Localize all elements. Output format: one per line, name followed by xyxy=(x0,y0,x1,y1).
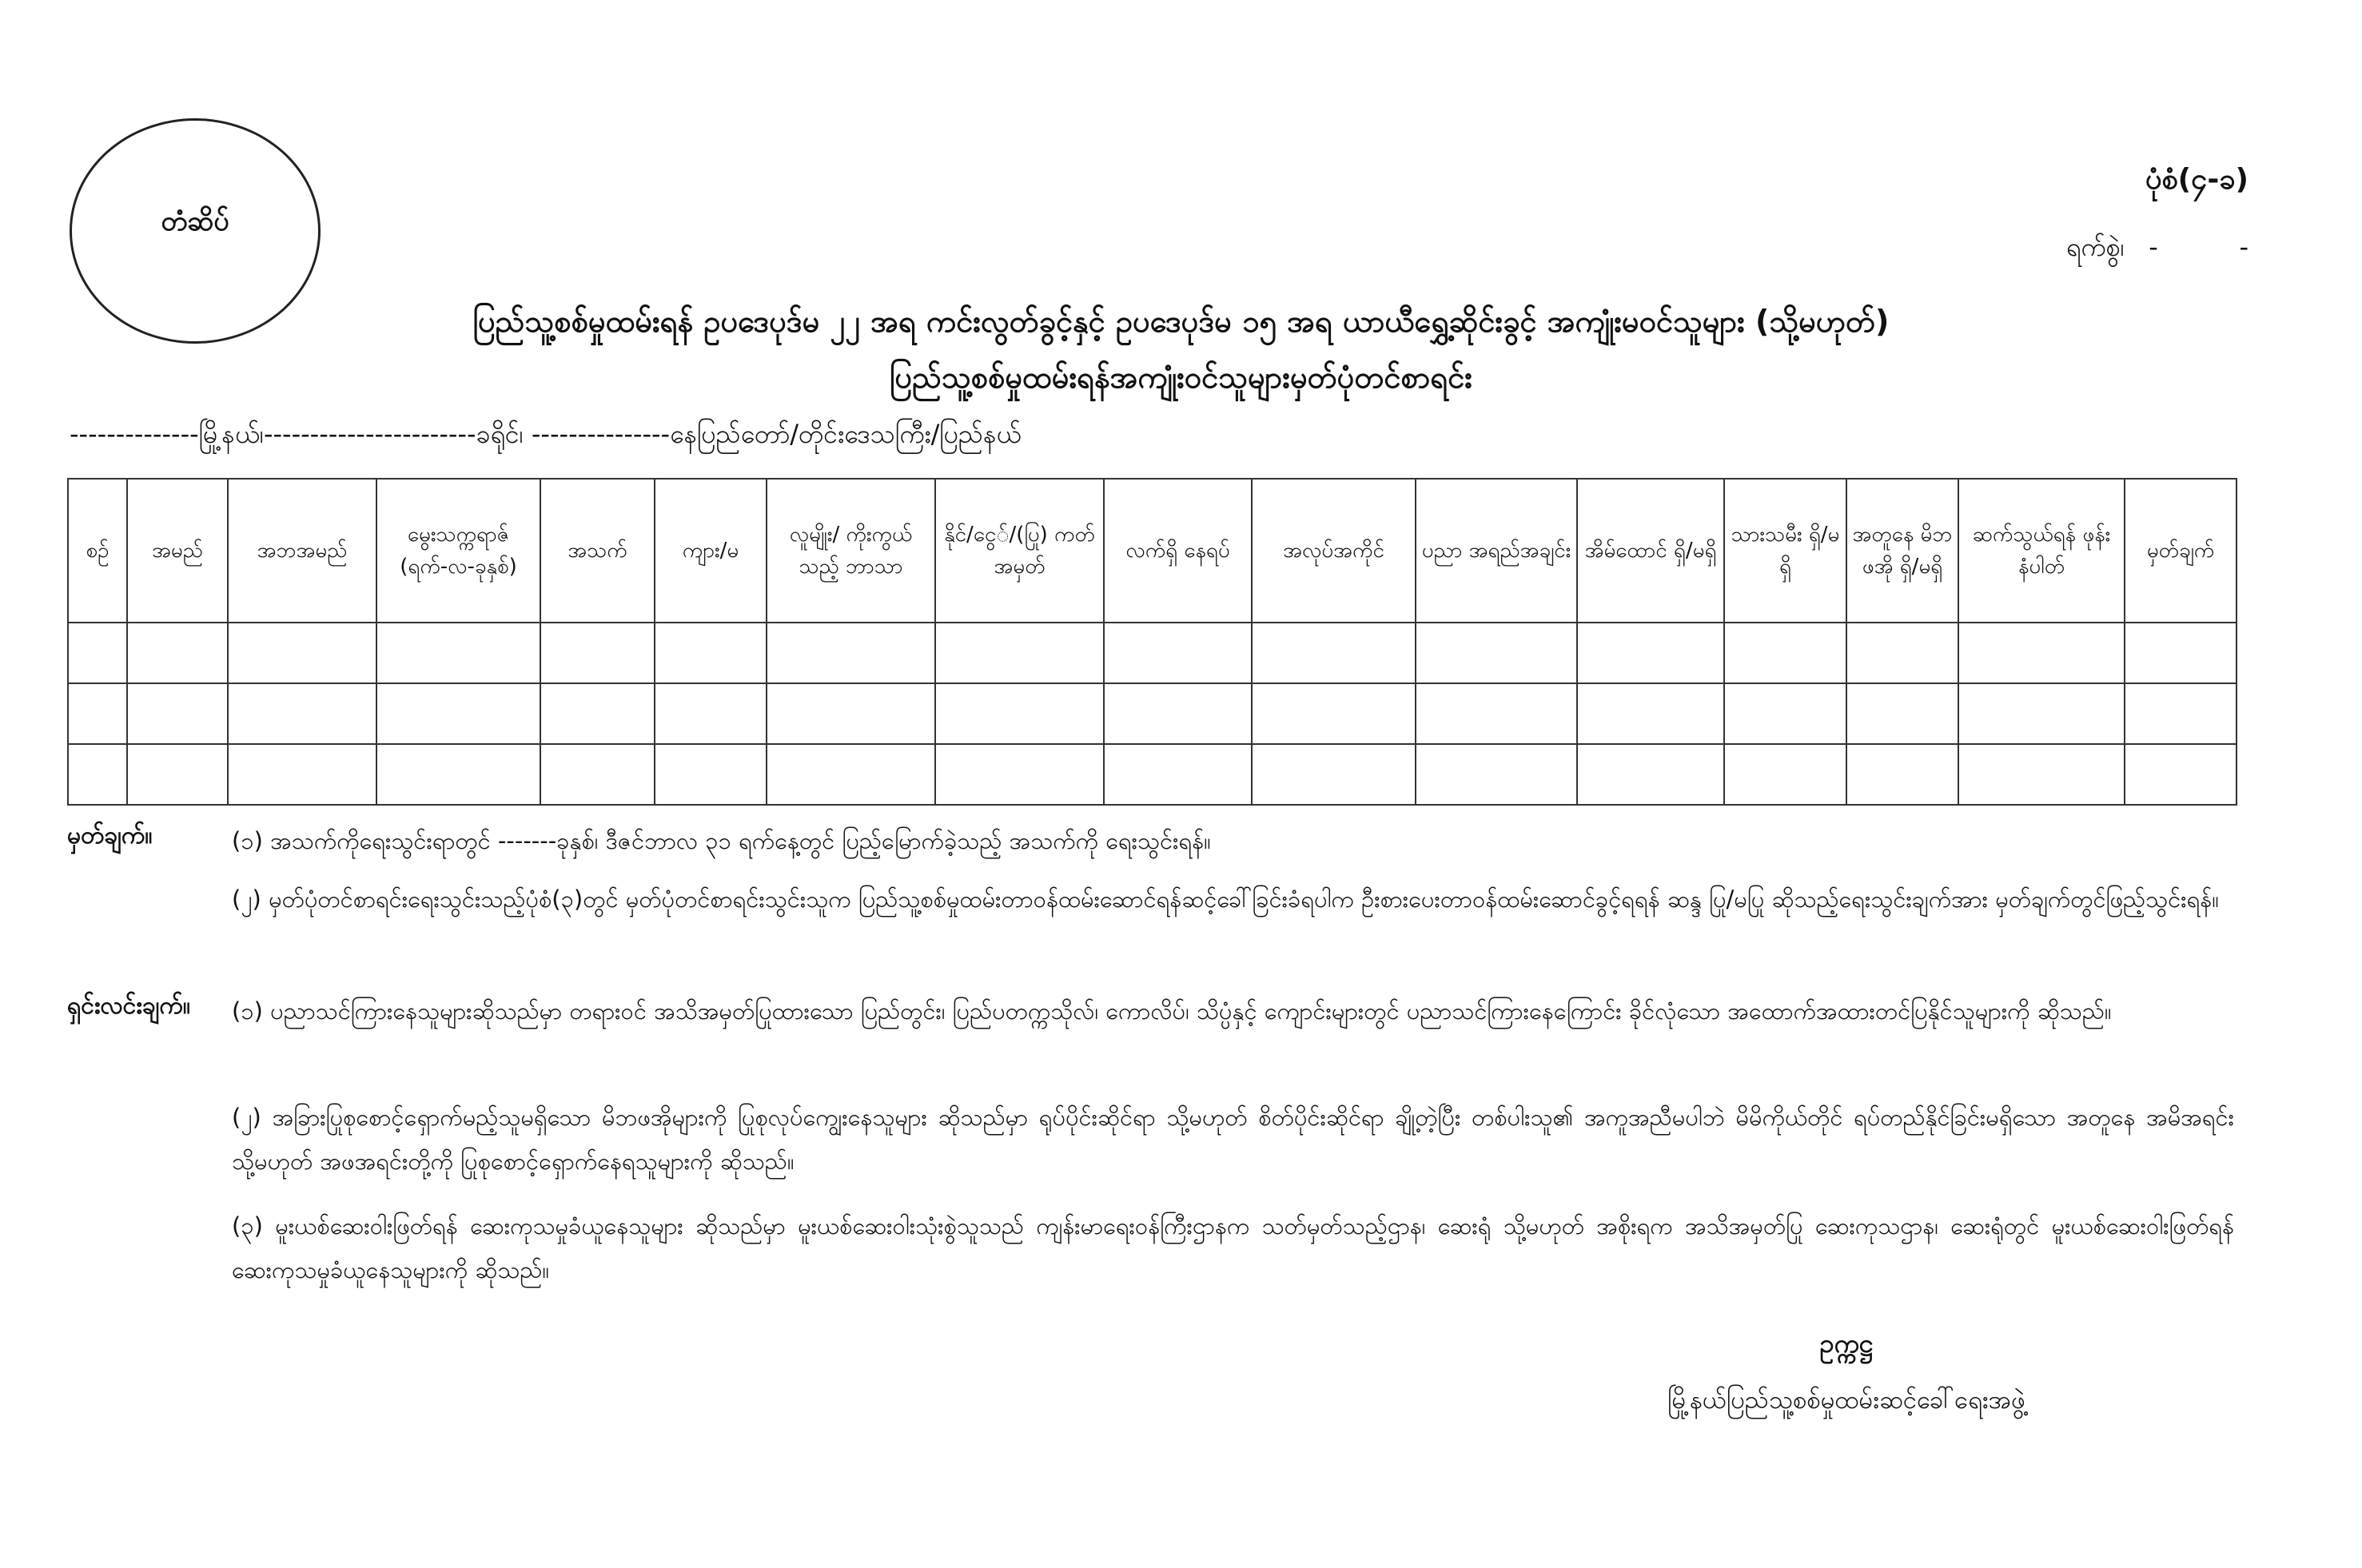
date-blanks: - - xyxy=(2149,232,2248,262)
table-cell xyxy=(1416,623,1577,683)
explanation-item-3: (၃) မူးယစ်ဆေးဝါးဖြတ်ရန် ဆေးကုသမှုခံယူနေသူများ ဆိုသည်မှာ မူးယစ်ဆေးဝါးသုံးစွဲသူသည် ကျန်းမာရေးဝန်ကြီးဌာနက သတ်မှတ်သည့်ဌာန၊ ဆေးရုံ သို့မဟုတ် အစိုးရက အသိအမှတ်ပြု ဆေးကုသဌာန၊ ဆေးရုံတွင် မူးယစ်ဆေးဝါးဖြတ်ရန် ဆေးကုသမှုခံယူနေသူများကို ဆိုသည်။ xyxy=(232,1212,2234,1283)
notes-label: မှတ်ချက်။ xyxy=(67,822,153,850)
table-cell xyxy=(935,623,1104,683)
date-line xyxy=(2066,230,2248,269)
table-cell xyxy=(127,744,228,805)
column-header: အသက် xyxy=(540,479,655,623)
column-header: လက်ရှိ နေရပ် xyxy=(1104,479,1252,623)
table-cell xyxy=(1846,623,1958,683)
table-cell xyxy=(2125,744,2237,805)
table-body xyxy=(68,623,2237,805)
table-cell xyxy=(68,744,127,805)
table-cell xyxy=(1252,623,1416,683)
table-cell xyxy=(655,683,767,744)
table-cell xyxy=(1416,744,1577,805)
column-header: သားသမီး ရှိ/မရှိ xyxy=(1724,479,1846,623)
table-cell xyxy=(1846,683,1958,744)
signature-organization: မြို့နယ်ပြည်သူ့စစ်မှုထမ်းဆင့်ခေါ်ရေးအဖွဲ့ xyxy=(1667,1386,2025,1415)
column-header: အဘအမည် xyxy=(228,479,376,623)
table-cell xyxy=(1104,744,1252,805)
table-cell xyxy=(127,683,228,744)
column-header: အတူနေ မိဘဖအို ရှိ/မရှိ xyxy=(1846,479,1958,623)
table-cell xyxy=(1104,623,1252,683)
column-header: စဉ် xyxy=(68,479,127,623)
table-cell xyxy=(1958,623,2125,683)
table-cell xyxy=(540,623,655,683)
table-cell xyxy=(1724,683,1846,744)
date-label: ရက်စွဲ၊ xyxy=(2065,232,2125,262)
signature-title: ဥက္ကဋ္ဌ xyxy=(1819,1328,1874,1359)
table-cell xyxy=(1104,683,1252,744)
table-cell xyxy=(1577,623,1724,683)
page-title-line1: ပြည်သူ့စစ်မှုထမ်းရန် ဥပဒေပုဒ်မ ၂၂ အရ ကင်းလွတ်ခွင့်နှင့် ဥပဒေပုဒ်မ ၁၅ အရ ယာယီရွှေ့ဆိုင်းခွင့် အကျုံးမဝင်သူများ (သို့မဟုတ်) xyxy=(472,304,1890,339)
table-row xyxy=(68,623,2237,683)
table-cell xyxy=(376,744,540,805)
column-header: ကျား/မ xyxy=(655,479,767,623)
table-cell xyxy=(1577,744,1724,805)
form-number: ပုံစံ(၄-ခ) xyxy=(2145,163,2248,196)
note-item-1: (၁) အသက်ကိုရေးသွင်းရာတွင် -------ခုနှစ်၊ ဒီဇင်ဘာလ ၃၁ ရက်နေ့တွင် ပြည့်မြောက်ခဲ့သည့် အသက်ကို ရေးသွင်းရန်။ xyxy=(232,827,1211,854)
table-row xyxy=(68,683,2237,744)
table-cell xyxy=(1958,683,2125,744)
table-cell xyxy=(228,683,376,744)
column-header: ဆက်သွယ်ရန် ဖုန်းနံပါတ် xyxy=(1958,479,2125,623)
table-cell xyxy=(655,623,767,683)
table-cell xyxy=(655,744,767,805)
table-cell xyxy=(540,744,655,805)
table-cell xyxy=(68,623,127,683)
explanation-item-1: (၁) ပညာသင်ကြားနေသူများဆိုသည်မှာ တရားဝင် အသိအမှတ်ပြုထားသော ပြည်တွင်း၊ ပြည်ပတက္ကသိုလ်၊ ကောလိပ်၊ သိပ္ပံနှင့် ကျောင်းများတွင် ပညာသင်ကြားနေကြောင်း ခိုင်လုံသော အထောက်အထားတင်ပြနိုင်သူများကို ဆိုသည်။ xyxy=(232,997,2112,1025)
table-cell xyxy=(2125,623,2237,683)
seal-label: တံဆိပ် xyxy=(161,205,229,237)
table-cell xyxy=(935,744,1104,805)
column-header: မှတ်ချက် xyxy=(2125,479,2237,623)
location-line: --------------မြို့နယ်၊-----------------------ခရိုင်၊ ---------------နေပြည်တော်/တိုင်းဒေသကြီး/ပြည်နယ် xyxy=(70,419,1022,449)
column-header: လူမျိုး/ ကိုးကွယ်သည့် ဘာသာ xyxy=(767,479,935,623)
page-title-line2: ပြည်သူ့စစ်မှုထမ်းရန်အကျုံးဝင်သူများမှတ်ပုံတင်စာရင်း xyxy=(890,360,1472,395)
table-cell xyxy=(935,683,1104,744)
table-cell xyxy=(1846,744,1958,805)
registration-table xyxy=(67,478,2237,806)
table-cell xyxy=(767,683,935,744)
table-cell xyxy=(767,623,935,683)
table-header-row xyxy=(68,479,2237,623)
table-cell xyxy=(376,683,540,744)
table-cell xyxy=(2125,683,2237,744)
table-cell xyxy=(228,623,376,683)
column-header: အမည် xyxy=(127,479,228,623)
table-cell xyxy=(1724,623,1846,683)
table-cell xyxy=(1958,744,2125,805)
column-header: အိမ်ထောင် ရှိ/မရှိ xyxy=(1577,479,1724,623)
column-header: နိုင်/ငွေ်/(ပြု) ကတ်အမှတ် xyxy=(935,479,1104,623)
column-header: အလုပ်အကိုင် xyxy=(1252,479,1416,623)
column-header: မွေးသက္ကရာဇ် (ရက်-လ-ခုနှစ်) xyxy=(376,479,540,623)
table-cell xyxy=(540,683,655,744)
table-cell xyxy=(1252,744,1416,805)
explanations-label: ရှင်းလင်းချက်။ xyxy=(67,992,190,1020)
table-cell xyxy=(1724,744,1846,805)
table-row xyxy=(68,744,2237,805)
table-cell xyxy=(127,623,228,683)
table-cell xyxy=(228,744,376,805)
table-cell xyxy=(1577,683,1724,744)
table-cell xyxy=(767,744,935,805)
column-header: ပညာ အရည်အချင်း xyxy=(1416,479,1577,623)
note-item-2: (၂) မှတ်ပုံတင်စာရင်းရေးသွင်းသည့်ပုံစံ(၃)တွင် မှတ်ပုံတင်စာရင်းသွင်းသူက ပြည်သူ့စစ်မှုထမ်းတာဝန်ထမ်းဆောင်ရန်ဆင့်ခေါ်ခြင်းခံရပါက ဦးစားပေးတာဝန်ထမ်းဆောင်ခွင့်ရရန် ဆန္ဒ ပြု/မပြု ဆိုသည့်ရေးသွင်းချက်အား မှတ်ချက်တွင်ဖြည့်သွင်းရန်။ xyxy=(232,885,2220,913)
table-cell xyxy=(1252,683,1416,744)
table-cell xyxy=(1416,683,1577,744)
table-cell xyxy=(68,683,127,744)
table-cell xyxy=(376,623,540,683)
explanation-item-2: (၂) အခြားပြုစုစောင့်ရှောက်မည့်သူမရှိသော မိဘဖအိုများကို ပြုစုလုပ်ကျွေးနေသူများ ဆိုသည်မှာ ရုပ်ပိုင်းဆိုင်ရာ သို့မဟုတ် စိတ်ပိုင်းဆိုင်ရာ ချို့တဲ့ပြီး တစ်ပါးသူ၏ အကူအညီမပါဘဲ မိမိကိုယ်တိုင် ရပ်တည်နိုင်ခြင်းမရှိသော အတူနေ အမိအရင်း သို့မဟုတ် အဖအရင်းတို့ကို ပြုစုစောင့်ရှောက်နေရသူများကို ဆိုသည်။ xyxy=(232,1104,2234,1175)
